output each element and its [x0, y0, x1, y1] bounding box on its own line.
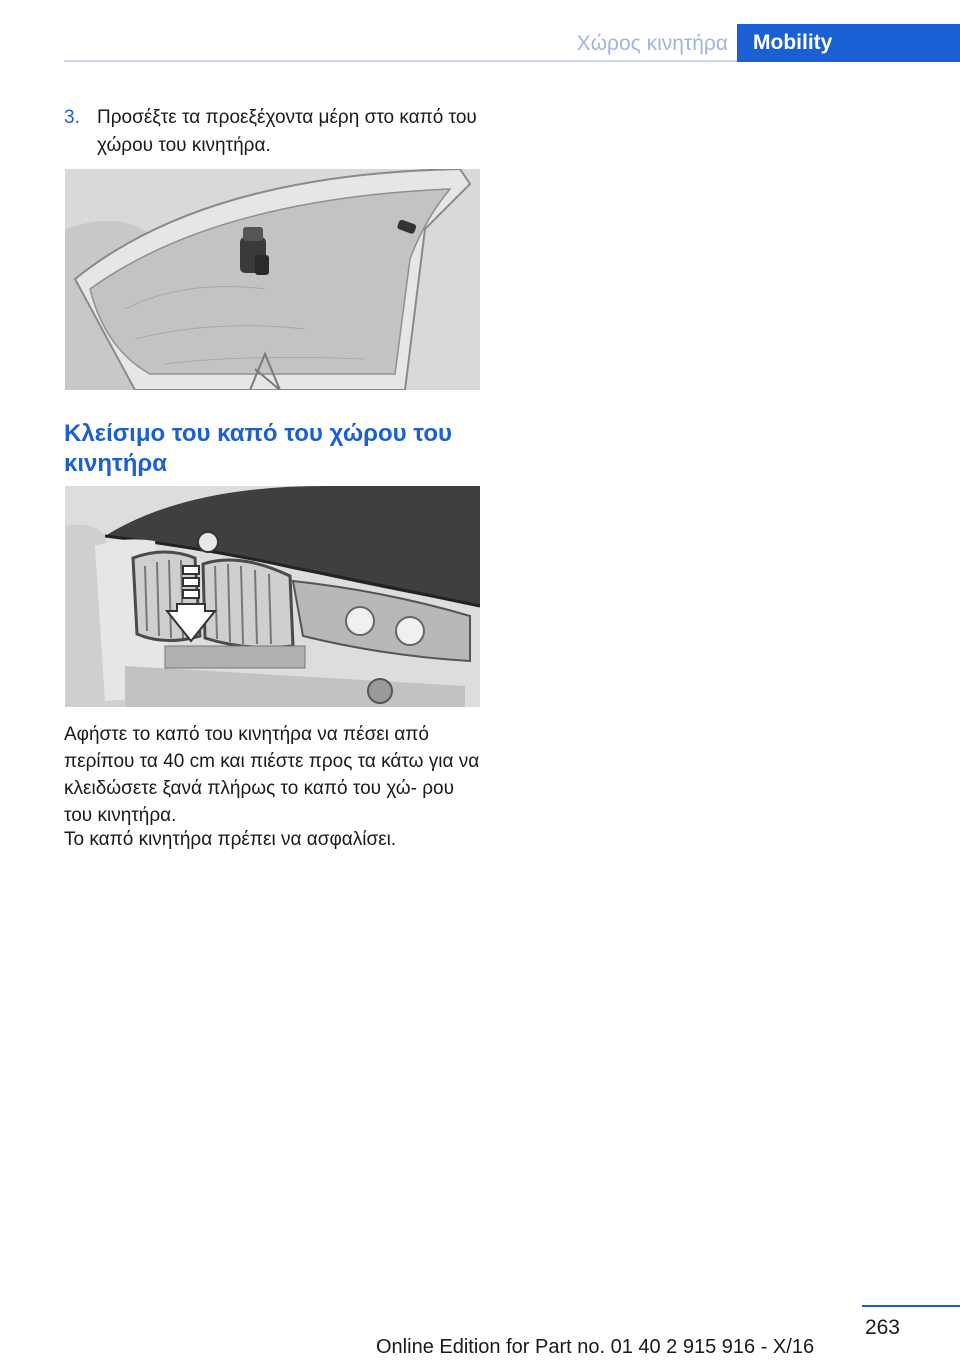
page-number: 263 [864, 1316, 900, 1339]
footer-divider [862, 1305, 960, 1307]
hood-closing-illustration [65, 486, 480, 707]
header-tab-mobility: Mobility [737, 24, 960, 62]
note-paragraph: Το καπό κινητήρα πρέπει να ασφαλίσει. [64, 829, 397, 850]
edition-note: Online Edition for Part no. 01 40 2 915 916 - X/16 [376, 1336, 815, 1358]
instruction-paragraph: Αφήστε το καπό του κινητήρα να πέσει από περίπου τα 40 cm και πιέστε προς τα κάτω για να κλειδώσετε ξανά πλήρως το καπό του χώ‐ ρου του κινητήρα. [64, 724, 480, 826]
step-number: 3. [64, 107, 80, 128]
hood-underside-illustration [65, 169, 480, 390]
section-heading: Κλείσιμο του καπό του χώρου του κινητήρα [64, 420, 452, 477]
step-text: Προσέξτε τα προεξέχοντα μέρη στο καπό του χώρου του κινητήρα. [97, 107, 477, 156]
header-section-title: Χώρος κινητήρα [576, 32, 728, 55]
